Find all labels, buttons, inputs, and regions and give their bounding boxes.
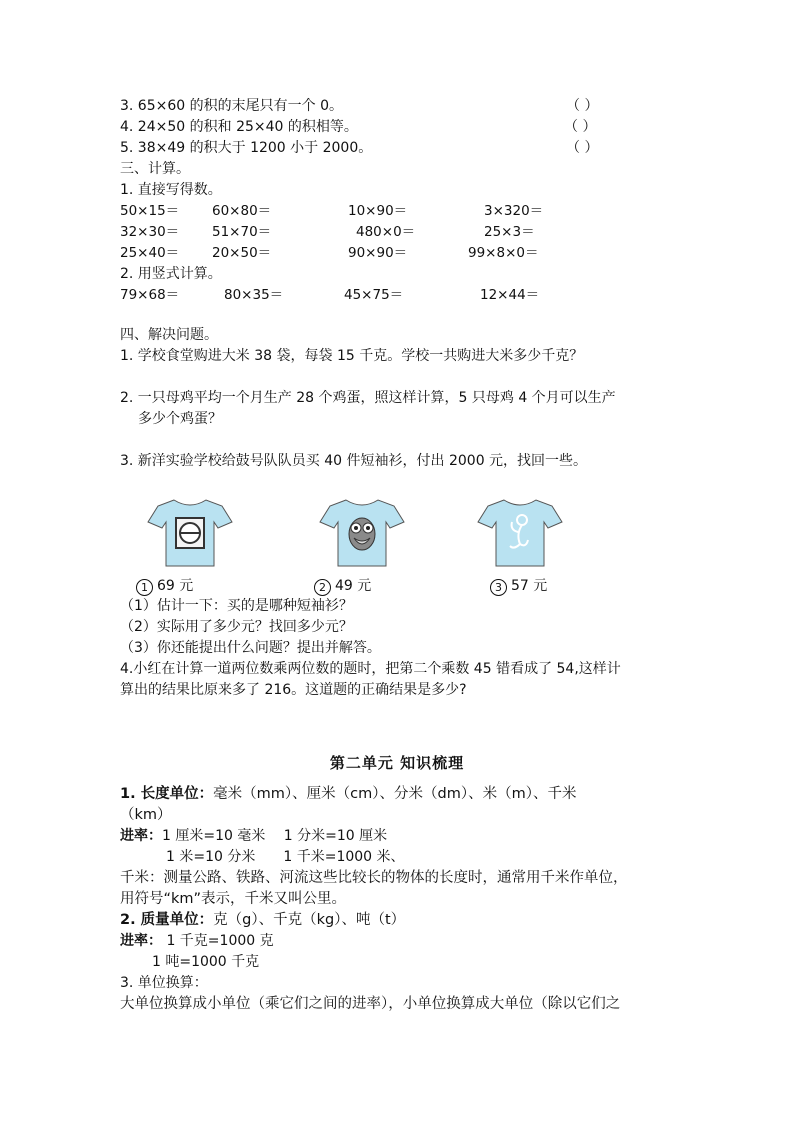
- oral-item: 20×50＝: [212, 245, 272, 261]
- km-definition: 千米：测量公路、铁路、河流这些比较长的物体的长度时，通常用千米作单位，: [120, 870, 628, 886]
- page-title: 第二单元 知识梳理: [329, 754, 465, 772]
- vertical-item: 12×44＝: [480, 287, 540, 303]
- sub-heading-vertical: 2. 用竖式计算。: [120, 266, 222, 282]
- vertical-item: 45×75＝: [344, 287, 404, 303]
- rate-text: 1 厘米=10 毫米 1 分米=10 厘米: [162, 828, 388, 844]
- sub-heading-oral: 1. 直接写得数。: [120, 182, 222, 198]
- rate-label: 进率：: [120, 933, 162, 949]
- vertical-item: 80×35＝: [224, 287, 284, 303]
- problem-2-cont: 多少个鸡蛋？: [138, 411, 222, 427]
- monkey-print-shirt-icon: [476, 496, 564, 568]
- price-label: 57 元: [511, 578, 548, 594]
- km-definition-cont: 用符号“km”表示，千米又叫公里。: [120, 891, 347, 907]
- length-units-cont: （km）: [120, 807, 172, 823]
- mass-rate-line-2: 1 吨=1000 千克: [152, 954, 260, 970]
- square-print-shirt-icon: [146, 496, 234, 568]
- oral-item: 10×90＝: [348, 203, 408, 219]
- problem-3-part-2: （2）实际用了多少元？找回多少元？: [120, 619, 353, 635]
- length-units-text: 毫米（mm）、厘米（cm）、分米（dm）、米（m）、千米: [213, 786, 577, 802]
- oral-item: 60×80＝: [212, 203, 272, 219]
- option-number: 3: [490, 579, 507, 596]
- judge-item-4: 4. 24×50 的积和 25×40 的积相等。: [120, 119, 358, 135]
- oral-item: 25×3＝: [484, 224, 535, 240]
- shirt-price-1: [136, 576, 193, 596]
- problem-4-cont: 算出的结果比原来多了 216。这道题的正确结果是多少?: [120, 682, 467, 698]
- problem-2: 2. 一只母鸡平均一个月生产 28 个鸡蛋，照这样计算，5 只母鸡 4 个月可以生产: [120, 390, 616, 406]
- mass-units-label: 2. 质量单位：: [120, 912, 214, 928]
- length-rate-line-2: 1 米=10 分米 1 千米=1000 米、: [166, 849, 405, 865]
- section-heading-problems: 四、解决问题。: [120, 327, 218, 343]
- oral-item: 3×320＝: [484, 203, 544, 219]
- option-number: 2: [314, 579, 331, 596]
- problem-3-part-3: （3）你还能提出什么问题？提出并解答。: [120, 640, 381, 656]
- oral-item: 51×70＝: [212, 224, 272, 240]
- mass-units-line: [120, 910, 405, 930]
- price-label: 49 元: [335, 578, 372, 594]
- shirt-price-3: [490, 576, 547, 596]
- oral-item: 25×40＝: [120, 245, 180, 261]
- section-heading-calc: 三、计算。: [120, 161, 190, 177]
- length-units-line: [120, 784, 576, 804]
- oral-item: 90×90＝: [348, 245, 408, 261]
- oral-item: 480×0＝: [356, 224, 416, 240]
- length-units-label: 1. 长度单位：: [120, 786, 214, 802]
- vertical-item: 79×68＝: [120, 287, 180, 303]
- oral-item: 50×15＝: [120, 203, 180, 219]
- judge-item-5: 5. 38×49 的积大于 1200 小于 2000。: [120, 140, 373, 156]
- oral-item: 99×8×0＝: [468, 245, 539, 261]
- answer-paren-4[interactable]: （ ）: [564, 119, 597, 135]
- rate-text: 1 千克=1000 克: [162, 933, 274, 949]
- mass-rate-line: [120, 931, 274, 951]
- length-rate-line: [120, 826, 387, 846]
- problem-4: 4.小红在计算一道两位数乘两位数的题时，把第二个乘数 45 错看成了 54,这样计: [120, 661, 621, 677]
- oral-item: 32×30＝: [120, 224, 180, 240]
- judge-item-3: 3. 65×60 的积的末尾只有一个 0。: [120, 98, 343, 114]
- price-label: 69 元: [157, 578, 194, 594]
- conversion-text: 大单位换算成小单位（乘它们之间的进率），小单位换算成大单位（除以它们之: [120, 996, 621, 1012]
- owl-print-shirt-icon: [318, 496, 406, 568]
- option-number: 1: [136, 579, 153, 596]
- mass-units-text: 克（g）、千克（kg）、吨（t）: [213, 912, 406, 928]
- problem-3: 3. 新洋实验学校给鼓号队队员买 40 件短袖衫，付出 2000 元，找回一些。: [120, 453, 588, 469]
- answer-paren-3[interactable]: （ ）: [566, 98, 599, 114]
- problem-1: 1. 学校食堂购进大米 38 袋，每袋 15 千克。学校一共购进大米多少千克？: [120, 348, 584, 364]
- shirt-price-2: [314, 576, 371, 596]
- conversion-heading: 3. 单位换算：: [120, 975, 208, 991]
- rate-label: 进率：: [120, 828, 162, 844]
- answer-paren-5[interactable]: （ ）: [566, 140, 599, 156]
- problem-3-part-1: （1）估计一下：买的是哪种短袖衫？: [120, 598, 353, 614]
